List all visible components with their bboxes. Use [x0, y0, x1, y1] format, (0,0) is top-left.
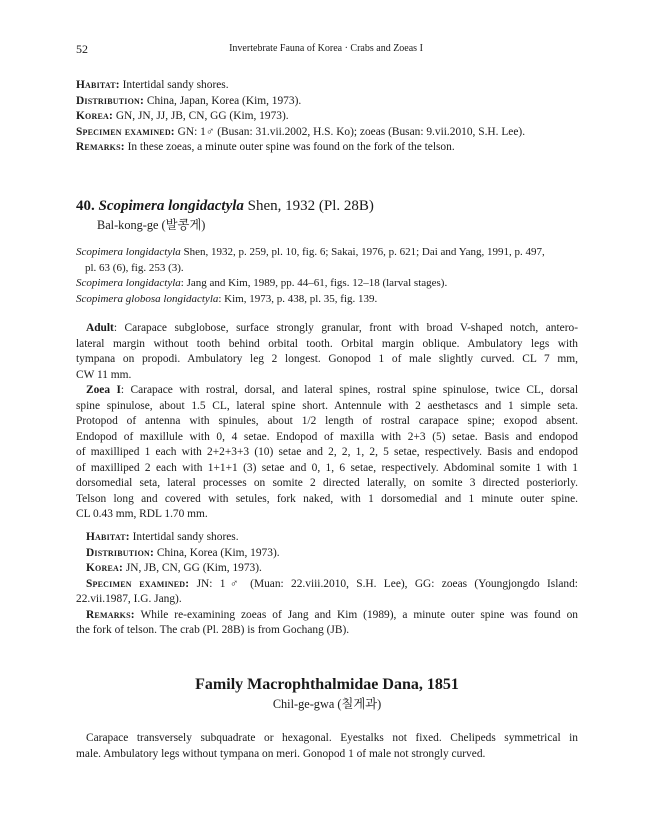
species-heading: [76, 197, 374, 216]
species-number: 40.: [76, 198, 95, 214]
page-number: 52: [76, 42, 88, 56]
species-notes: Habitat: Intertidal sandy shores. Distribution: China, Korea (Kim, 1973). Korea: JN, JB, CN, GG (Kim, 1973). Specimen examined: JN: 1♂ (Muan: 22.viii.2010, S.H. Lee), GG: zoeas (Youngjongdo Island: 22.vii.1987, I.G. Jang). Remarks: While re-examining zoeas of Jang and Kim (1989), a minute outer spine was found on the fork of telson. The crab (Pl. 28B) is from Gochang (JB).: [76, 531, 578, 636]
remarks-line: Remarks: While re-examining zoeas of Jang and Kim (1989), a minute outer spine was found on: [86, 608, 578, 621]
family-description: Carapace transversely subquadrate or hexagonal. Eyestalks not fixed. Chelipeds symmetrical in male. Ambulatory legs without tympana on meri. Gonopod 1 of male not strongly curved.: [76, 732, 578, 760]
family-vernacular: Chil-ge-gwa (칠게과): [272, 697, 382, 711]
distribution-line: Distribution: China, Korea (Kim, 1973).: [86, 546, 280, 559]
species-authority: Shen, 1932 (Pl. 28B): [247, 198, 374, 214]
species-vernacular: Bal-kong-ge (발콩게): [97, 218, 206, 232]
species-name: Scopimera longidactyla: [98, 198, 244, 214]
running-header: [76, 42, 576, 58]
distribution-line: Distribution: China, Japan, Korea (Kim, 1973).: [76, 94, 302, 107]
family-heading: Family Macrophthalmidae Dana, 1851: [195, 676, 459, 693]
synonymy-entry: Scopimera longidactyla: Jang and Kim, 1989, pp. 44–61, figs. 12–18 (larval stages).: [76, 277, 448, 289]
specimen-line: Specimen examined: GN: 1♂ (Busan: 31.vii.2002, H.S. Ko); zoeas (Busan: 9.vii.2010, S.H. Lee).: [76, 125, 526, 138]
specimen-line: Specimen examined: JN: 1♂ (Muan: 22.viii.2010, S.H. Lee), GG: zoeas (Youngjongdo Island:: [86, 577, 578, 590]
korea-line: Korea: GN, JN, JJ, JB, CN, GG (Kim, 1973).: [76, 110, 289, 122]
previous-species-notes: [76, 78, 578, 156]
running-title: Invertebrate Fauna of Korea · Crabs and Zoeas I: [229, 43, 423, 54]
habitat-line: Habitat: Intertidal sandy shores.: [86, 531, 239, 543]
synonymy-entry: Scopimera longidactyla Shen, 1932, p. 259, pl. 10, fig. 6; Sakai, 1976, p. 621; Dai and Yang, 1991, p. 497, pl. 63 (6), fig. 253 (3).: [76, 246, 545, 274]
habitat-line: Habitat: Intertidal sandy shores.: [76, 79, 229, 91]
synonymy-entry: Scopimera globosa longidactyla: Kim, 1973, p. 438, pl. 35, fig. 139.: [76, 292, 378, 305]
remarks-line: Remarks: In these zoeas, a minute outer spine was found on the fork of the telson.: [76, 141, 455, 153]
korea-line: Korea: JN, JB, CN, GG (Kim, 1973).: [86, 562, 262, 574]
zoea-description: Zoea I: Carapace with rostral, dorsal, and lateral spines, rostral spine spinulose, twice CL, dorsal spine spinulose, about 1.5 CL, lateral spine short. Antennule with 2 aesthetascs and 1 simple seta. Protopod of antenna with spinules, about 1/2 length of rostral carapace spine; exopod absent. Endopod of maxillule with 0, 4 setae. Endopod of maxilla with 2+3 (5) setae. Basis and endopod of maxilliped 1 each with 2+2+3+3 (10) setae and 2, 2, 1, 2, 5 setae, respectively. Basis and endopod of maxilliped 2 each with 1+1+1 (3) setae and 0, 1, 6 setae, respectively. Abdominal somite 1 with 1 dorsomedial seta, lateral processes on somite 2 directed laterally, on somite 3 directed posteriorly. Telson long and covered with setules, fork naked, with 1 dorsomedial and 1 minute outer spine. CL 0.43 mm, RDL 1.70 mm.: [76, 384, 578, 520]
synonymy-list: [76, 245, 578, 307]
adult-description: Adult: Carapace subglobose, surface strongly granular, front with broad V-shaped notch, antero- lateral margin without tooth behind orbital tooth. Orbital margin oblique. Ambulatory legs with tympana on propodi. Ambulatory leg 2 longest. Gonopod 1 of male slightly curved. CL 7 mm, CW 11 mm.: [76, 322, 578, 381]
